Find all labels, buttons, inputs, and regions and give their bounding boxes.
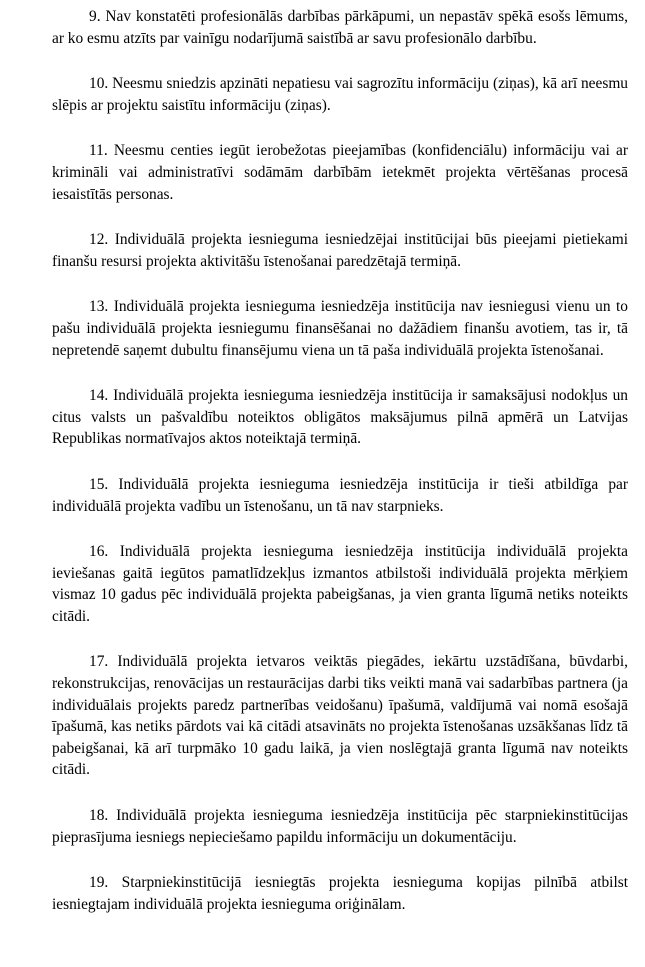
clause-18: 18. Individuālā projekta iesnieguma iesniedzēja institūcija pēc starpniekinstitūcijas pieprasījuma iesniegs nepieciešamo papildu informāciju un dokumentāciju. <box>52 807 628 846</box>
clause-17: 17. Individuālā projekta ietvaros veiktās piegādes, iekārtu uzstādīšana, būvdarbi, rekonstrukcijas, renovācijas un restaurācijas darbi tiks veikti manā vai sadarbības partnera (ja individuālais projekts paredz partnerības veidošanu) īpašumā, valdījumā vai nomā esošajā īpašumā, kas netiks pārdots vai kā citādi atsavināts no projekta īstenošanas uzsākšanas līdz tā pabeigšanai, kā arī turpmāko 10 gadu laikā, ja vien noslēgtajā granta līgumā nav noteikts citādi. <box>52 653 628 779</box>
clause-14: 14. Individuālā projekta iesnieguma iesniedzēja institūcija ir samaksājusi nodokļus un citus valsts un pašvaldību noteiktos obligātos maksājumus pilnā apmērā un Latvijas Republikas normatīvajos aktos noteiktajā termiņā. <box>52 387 628 448</box>
clause-10: 10. Neesmu sniedzis apzināti nepatiesu vai sagrozītu informāciju (ziņas), kā arī neesmu slēpis ar projektu saistītu informāciju (ziņas). <box>52 75 628 114</box>
clause-19: 19. Starpniekinstitūcijā iesniegtās projekta iesnieguma kopijas pilnībā atbilst iesniegtajam individuālā projekta iesnieguma oriģinālam. <box>52 874 628 913</box>
clause-12: 12. Individuālā projekta iesnieguma iesniedzējai institūcijai būs pieejami pietiekami finanšu resursi projekta aktivitāšu īstenošanai paredzētajā termiņā. <box>52 231 628 270</box>
document-page <box>52 6 628 939</box>
clause-11: 11. Neesmu centies iegūt ierobežotas pieejamības (konfidenciālu) informāciju vai ar krimināli vai administratīvi sodāmām darbībām ietekmēt projekta vērtēšanas procesā iesaistītās personas. <box>52 142 628 203</box>
clause-15: 15. Individuālā projekta iesnieguma iesniedzēja institūcija ir tieši atbildīga par individuālā projekta vadību un īstenošanu, un tā nav starpnieks. <box>52 475 628 515</box>
clause-13: 13. Individuālā projekta iesnieguma iesniedzēja institūcija nav iesniegusi vienu un to pašu individuālā projekta iesniegumu finansēšanai no dažādiem finanšu avotiem, tas ir, tā nepretendē saņemt dubultu finansējumu viena un tā paša individuālā projekta īstenošanai. <box>52 298 628 359</box>
clause-9: 9. Nav konstatēti profesionālās darbības pārkāpumi, un nepastāv spēkā esošs lēmums, ar ko esmu atzīts par vainīgu nodarījumā saistībā ar savu profesionālo darbību. <box>52 8 628 47</box>
clause-16: 16. Individuālā projekta iesnieguma iesniedzēja institūcija individuālā projekta ieviešanas gaitā iegūtos pamatlīdzekļus izmantos atbilstoši individuālā projekta mērķiem vismaz 10 gadus pēc individuālā projekta pabeigšanas, ja vien granta līgumā netiks noteikts citādi. <box>52 543 628 625</box>
